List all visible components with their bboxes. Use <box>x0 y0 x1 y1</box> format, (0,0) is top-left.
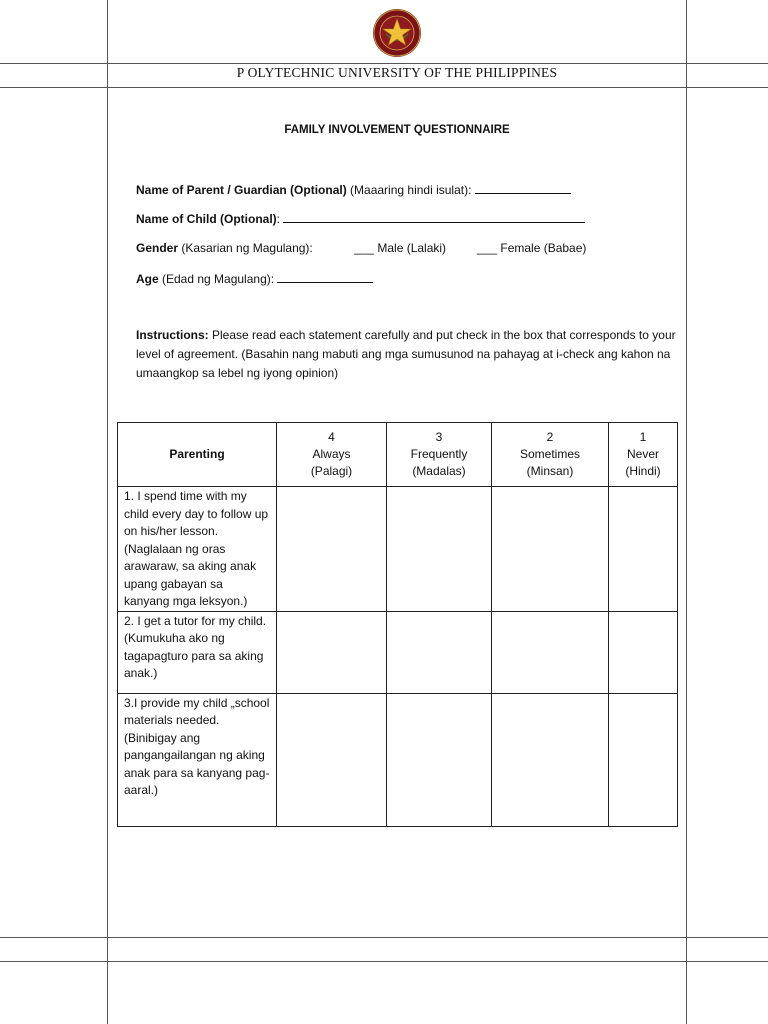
gender-male-option[interactable] <box>354 241 446 255</box>
gender-female-option[interactable] <box>477 241 586 255</box>
scale-number: 2 <box>546 430 554 444</box>
header-bottom-line <box>0 87 768 88</box>
parent-name-note: (Maaaring hindi isulat): <box>346 183 475 197</box>
child-name-label: Name of Child (Optional) <box>136 212 277 226</box>
scale-label-filipino: (Palagi) <box>310 464 353 478</box>
footer-bottom-line <box>0 961 768 962</box>
gender-label: Gender <box>136 241 179 255</box>
parent-name-label: Name of Parent / Guardian (Optional) <box>136 183 347 197</box>
scale-label-filipino: (Madalas) <box>412 464 466 478</box>
female-label: Female (Babae) <box>497 241 587 255</box>
check-box-never[interactable] <box>609 693 678 826</box>
child-name-blank[interactable] <box>283 211 585 223</box>
statement-cell <box>118 487 277 612</box>
instructions <box>136 326 676 383</box>
child-name-suffix: : <box>276 212 284 226</box>
female-blank[interactable]: ___ <box>477 241 498 255</box>
scale-header-never <box>609 423 678 487</box>
instructions-label: Instructions: <box>136 328 209 342</box>
table-row <box>118 693 678 826</box>
scale-label: Always <box>312 447 351 461</box>
check-box-always[interactable] <box>277 487 387 612</box>
age-label: Age <box>136 272 159 286</box>
scale-label: Sometimes <box>519 447 581 461</box>
scale-header-sometimes <box>492 423 609 487</box>
statement-cell <box>118 611 277 693</box>
table-header-row <box>118 423 678 487</box>
left-margin-line <box>107 0 108 1024</box>
questionnaire-title: FAMILY INVOLVEMENT QUESTIONNAIRE <box>284 124 510 136</box>
right-margin-line <box>686 0 687 1024</box>
scale-number: 1 <box>639 430 647 444</box>
university-name: P OLYTECHNIC UNIVERSITY OF THE PHILIPPINES <box>236 65 558 80</box>
scale-label-filipino: (Hindi) <box>625 464 661 478</box>
footer-top-line <box>0 937 768 938</box>
category-header: Parenting <box>118 423 277 487</box>
scale-label-filipino: (Minsan) <box>526 464 574 478</box>
statement-text: 3.I provide my child „school materials needed. (Binibigay ang pangangailangan ng aking anak para sa kanyang pag-aaral.) <box>124 695 270 797</box>
scale-number: 4 <box>328 430 335 444</box>
scale-number: 3 <box>435 430 443 444</box>
table-row <box>118 487 678 612</box>
check-box-frequently[interactable] <box>387 693 492 826</box>
check-box-frequently[interactable] <box>387 611 492 693</box>
check-box-sometimes[interactable] <box>492 487 609 612</box>
check-box-sometimes[interactable] <box>492 693 609 826</box>
age-blank[interactable] <box>277 271 373 283</box>
university-seal-logo <box>372 8 422 58</box>
statement-text: 2. I get a tutor for my child. (Kumukuha ako ng tagapagturo para sa aking anak.) <box>124 613 267 680</box>
check-box-sometimes[interactable] <box>492 611 609 693</box>
child-name-field <box>136 211 585 226</box>
check-box-frequently[interactable] <box>387 487 492 612</box>
check-box-never[interactable] <box>609 487 678 612</box>
questionnaire-table <box>117 422 678 827</box>
header-top-line <box>0 63 768 64</box>
gender-field <box>136 241 313 255</box>
check-box-always[interactable] <box>277 611 387 693</box>
check-box-never[interactable] <box>609 611 678 693</box>
scale-label: Frequently <box>410 447 468 461</box>
statement-cell <box>118 693 277 826</box>
male-blank[interactable]: ___ <box>354 241 375 255</box>
scale-header-frequently <box>387 423 492 487</box>
check-box-always[interactable] <box>277 693 387 826</box>
statement-text: 1. I spend time with my child every day to follow up on his/her lesson. (Naglalaan ng oras arawaraw, sa aking anak upang gabayan sa kanyang mga leksyon.) <box>124 489 269 608</box>
scale-label: Never <box>626 447 659 461</box>
gender-note: (Kasarian ng Magulang): <box>178 241 313 255</box>
parent-name-field <box>136 182 571 197</box>
scale-header-always <box>277 423 387 487</box>
age-field <box>136 271 373 286</box>
male-label: Male (Lalaki) <box>374 241 447 255</box>
table-row <box>118 611 678 693</box>
age-note: (Edad ng Magulang): <box>158 272 278 286</box>
parent-name-blank[interactable] <box>475 182 571 194</box>
instructions-text: Please read each statement carefully and put check in the box that corresponds to your level of agreement. (Basahin nang mabuti ang mga sumusunod na pahayag at i-check ang kahon na umaangkop sa lebel ng iyong opinion) <box>136 328 676 380</box>
